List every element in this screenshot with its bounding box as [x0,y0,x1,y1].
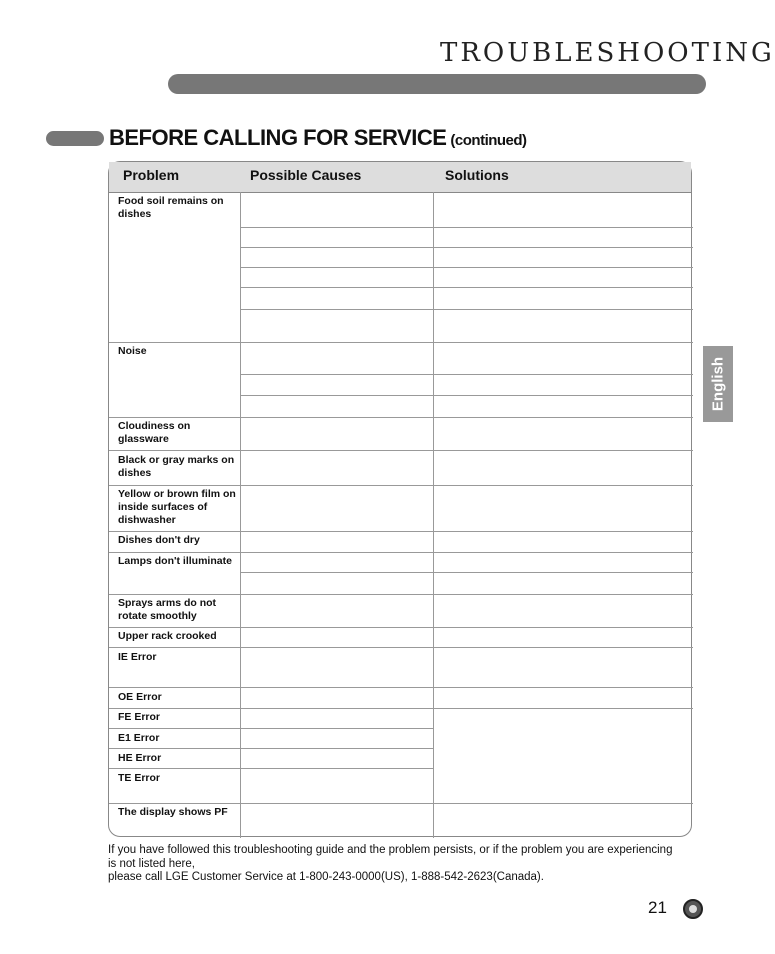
problem-label: Yellow or brown film on inside surfaces of dishwasher [118,488,236,526]
problem-label: Upper rack crooked [118,630,217,642]
row-separator [109,647,693,648]
sub-row-separator [240,267,693,268]
column-header-causes: Possible Causes [250,167,362,183]
sub-row-separator [240,374,693,375]
problem-label: HE Error [118,752,162,764]
problem-label: OE Error [118,691,162,703]
sub-row-separator [109,728,433,729]
row-separator [109,531,693,532]
row-separator [109,552,693,553]
column-header-solutions: Solutions [445,167,509,183]
sub-row-separator [109,768,433,769]
sub-row-separator [240,395,693,396]
row-separator [109,708,693,709]
problem-label: Cloudiness on glassware [118,420,191,445]
problem-label: FE Error [118,711,161,723]
problem-label: Sprays arms do not rotate smoothly [118,597,217,622]
problem-label: The display shows PF [118,806,228,818]
sub-row-separator [109,748,433,749]
row-separator [109,687,693,688]
problem-label: Lamps don't illuminate [118,555,232,567]
row-separator [109,594,693,595]
language-tab[interactable] [703,346,733,422]
sub-row-separator [240,309,693,310]
section-subtitle: (continued) [450,132,527,149]
row-separator [109,417,693,418]
lg-logo-icon [683,899,703,919]
column-divider [240,192,241,838]
problem-label: Noise [118,345,147,357]
row-separator [109,803,693,804]
row-separator [109,485,693,486]
problem-label: E1 Error [118,732,160,744]
problem-label: Dishes don't dry [118,534,200,546]
section-title-text: BEFORE CALLING FOR SERVICE [109,125,447,150]
footer-line-1: If you have followed this troubleshooting guide and the problem persists, or if the problem you are experiencing is not listed here, [108,844,673,870]
language-tab-label: English [709,356,727,412]
footer-note [108,844,678,885]
section-title [109,125,527,151]
sub-row-separator [240,572,693,573]
problem-label: Food soil remains on dishes [118,195,224,220]
problem-label: TE Error [118,772,161,784]
section-pill [46,131,104,146]
sub-row-separator [240,247,693,248]
column-header-problem: Problem [123,167,180,183]
header-bar [168,74,706,94]
troubleshooting-table [108,161,692,837]
sub-row-separator [240,287,693,288]
row-separator [109,450,693,451]
row-separator [109,342,693,343]
table-header [109,162,691,193]
problem-label: Black or gray marks on dishes [118,454,235,479]
column-divider [433,192,434,838]
page-header-title: TROUBLESHOOTING [440,38,775,68]
problem-label: IE Error [118,651,157,663]
page-number: 21 [648,898,667,917]
footer-line-2: please call LGE Customer Service at 1-800-243-0000(US), 1-888-542-2623(Canada). [108,871,544,883]
row-separator [109,627,693,628]
sub-row-separator [240,227,693,228]
